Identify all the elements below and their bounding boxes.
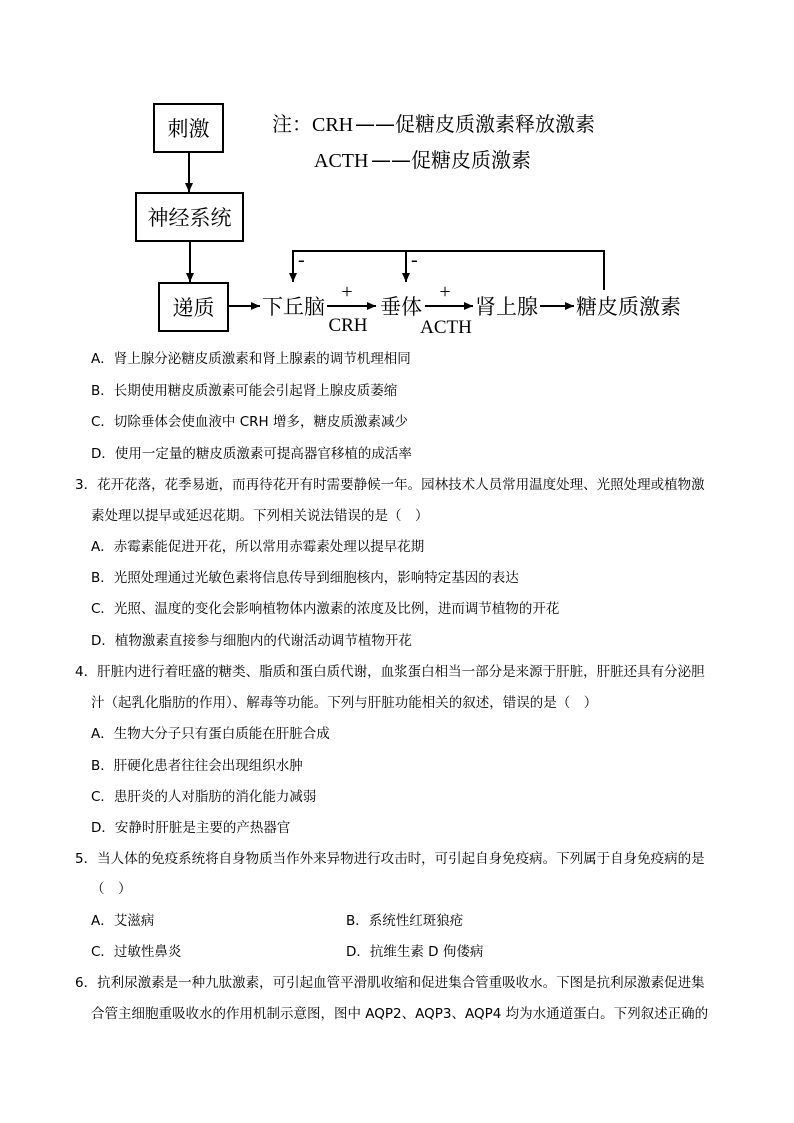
transmitter-label: 递质 [172, 296, 215, 320]
q5-option-c: C．过敏性鼻炎 [91, 944, 182, 960]
q4-option-d: D．安静时肝脏是主要的产热器官 [91, 820, 291, 836]
adrenal-label: 肾上腺 [475, 295, 538, 319]
hormone-regulation-diagram [0, 0, 794, 340]
q3-text-line1: 花开花落，花季易逝，而再待花开有时需要静候一年。园林技术人员常用温度处理、光照处理或植物激 [97, 477, 705, 493]
q4-stem-line2: 汁（起乳化脂肪的作用）、解毒等功能。下列与肝脏功能相关的叙述，错误的是（ ） [91, 695, 598, 711]
nervous-system-label: 神经系统 [147, 206, 232, 230]
q3-option-c: C．光照、温度的变化会影响植物体内激素的浓度及比例，进而调节植物的开花 [91, 601, 560, 617]
q6-number: 6． [75, 975, 98, 991]
q4-option-a: A．生物大分子只有蛋白质能在肝脏合成 [91, 726, 330, 742]
acth-arrow-label: ACTH [420, 317, 472, 338]
q6-stem-line2: 合管主细胞重吸收水的作用机制示意图，图中 AQP2、AQP3、AQP4 均为水通道蛋白。下列叙述正确的 [91, 1006, 709, 1022]
q5-option-a: A．艾滋病 [91, 913, 155, 929]
q5-stem-line2: （ ） [91, 881, 132, 897]
q3-option-d: D．植物激素直接参与细胞内的代谢活动调节植物开花 [91, 633, 412, 649]
crh-arrow-label: CRH [328, 315, 368, 336]
q2-option-b: B．长期使用糖皮质激素可能会引起肾上腺皮质萎缩 [91, 383, 398, 399]
q3-option-a: A．赤霉素能促进开花，所以常用赤霉素处理以提早花期 [91, 539, 425, 555]
q2-option-d: D．使用一定量的糖皮质激素可提高器官移植的成活率 [91, 446, 412, 462]
note-prefix: 注： [272, 112, 312, 136]
q5-option-d: D．抗维生素 D 佝偻病 [346, 944, 484, 960]
q3-number: 3． [75, 477, 98, 493]
q5-option-b: B．系统性红斑狼疮 [346, 913, 464, 929]
q5-number: 5． [75, 851, 98, 867]
q4-text-line1: 肝脏内进行着旺盛的糖类、脂质和蛋白质代谢，血浆蛋白相当一部分是来源于肝脏，肝脏还具有分泌胆 [97, 664, 705, 680]
q4-number: 4． [75, 664, 98, 680]
pituitary-label: 垂体 [380, 295, 422, 319]
stimulus-label: 刺激 [167, 117, 210, 141]
q3-stem-line2: 素处理以提早或延迟花期。下列相关说法错误的是（ ） [91, 508, 429, 524]
note-crh-desc: ——促糖皮质激素释放激素 [355, 112, 595, 136]
q5-stem-line1 [75, 849, 705, 869]
crh-plus-sign: + [341, 281, 353, 303]
q4-stem-line1 [75, 662, 705, 682]
feedback-minus-pituitary: - [411, 249, 418, 271]
q6-text-line1: 抗利尿激素是一种九肽激素，可引起血管平滑肌收缩和促进集合管重吸收水。下图是抗利尿激素促进集 [97, 975, 705, 991]
q3-stem-line1 [75, 475, 705, 495]
q2-option-c: C．切除垂体会使血液中 CRH 增多，糖皮质激素减少 [91, 414, 408, 430]
note-acth-desc: ——促糖皮质激素 [371, 148, 531, 172]
q3-option-b: B．光照处理通过光敏色素将信息传导到细胞核内，影响特定基因的表达 [91, 570, 519, 586]
q5-text-line1: 当人体的免疫系统将自身物质当作外来异物进行攻击时，可引起自身免疫病。下列属于自身免疫病的是 [97, 851, 705, 867]
acth-plus-sign: + [439, 281, 451, 303]
q4-option-b: B．肝硬化患者往往会出现组织水肿 [91, 758, 303, 774]
note-acth-abbr: ACTH [314, 150, 369, 172]
note-crh-abbr: CRH [312, 114, 354, 136]
glucocorticoid-label: 糖皮质激素 [576, 295, 681, 319]
q4-option-c: C．患肝炎的人对脂肪的消化能力减弱 [91, 789, 317, 805]
q6-stem-line1 [75, 973, 705, 993]
feedback-minus-hypothalamus: - [298, 249, 305, 271]
q2-option-a: A．肾上腺分泌糖皮质激素和肾上腺素的调节机理相同 [91, 351, 411, 367]
hypothalamus-label: 下丘脑 [262, 295, 325, 319]
